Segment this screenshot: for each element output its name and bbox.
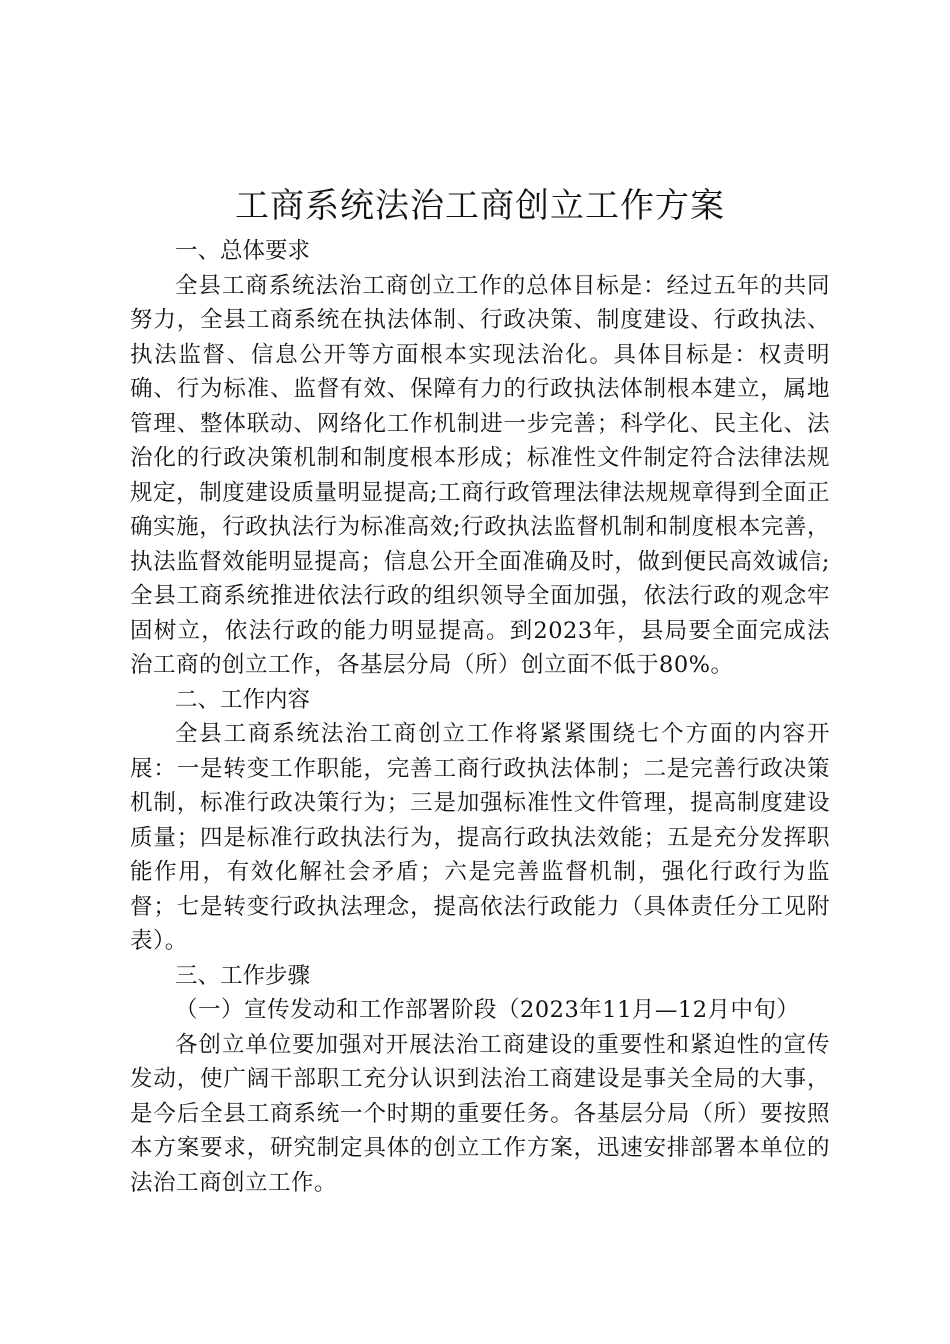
document-title: 工商系统法治工商创立工作方案 bbox=[235, 186, 725, 226]
section-paragraph: 各创立单位要加强对开展法治工商建设的重要性和紧迫性的宣传发动，使广阔干部职工充分认识到法治工商建设是事关全局的大事，是今后全县工商系统一个时期的重要任务。各基层分局（所）要按照本方案要求，研究制定具体的创立工作方案，迅速安排部署本单位的法治工商创立工作。 bbox=[130, 1031, 830, 1196]
section-heading: 二、工作内容 bbox=[175, 686, 311, 713]
section-heading: 三、工作步骤 bbox=[175, 962, 311, 989]
subsection-heading: （一）宣传发动和工作部署阶段（2023年11月—12月中旬） bbox=[175, 997, 800, 1023]
section-paragraph: 全县工商系统法治工商创立工作的总体目标是：经过五年的共同努力，全县工商系统在执法体制、行政决策、制度建设、行政执法、执法监督、信息公开等方面根本实现法治化。具体目标是：权责明确、行为标准、监督有效、保障有力的行政执法体制根本建立，属地管理、整体联动、网络化工作机制进一步完善；科学化、民主化、法治化的行政决策机制和制度根本形成；标准性文件制定符合法律法规规定，制度建设质量明显提高;工商行政管理法律法规规章得到全面正确实施，行政执法行为标准高效;行政执法监督机制和制度根本完善，执法监督效能明显提高；信息公开全面准确及时，做到便民高效诚信;全县工商系统推进依法行政的组织领导全面加强，依法行政的观念牢固树立，依法行政的能力明显提高。到2023年，县局要全面完成法治工商的创立工作，各基层分局（所）创立面不低于80%。 bbox=[130, 272, 830, 678]
section-heading: 一、总体要求 bbox=[175, 238, 311, 264]
section-paragraph: 全县工商系统法治工商创立工作将紧紧围绕七个方面的内容开展：一是转变工作职能，完善工商行政执法体制；二是完善行政决策机制，标准行政决策行为；三是加强标准性文件管理，提高制度建设质量；四是标准行政执法行为，提高行政执法效能；五是充分发挥职能作用，有效化解社会矛盾；六是完善监督机制，强化行政行为监督；七是转变行政执法理念，提高依法行政能力（具体责任分工见附表）。 bbox=[130, 721, 830, 954]
document-page bbox=[130, 180, 830, 1200]
